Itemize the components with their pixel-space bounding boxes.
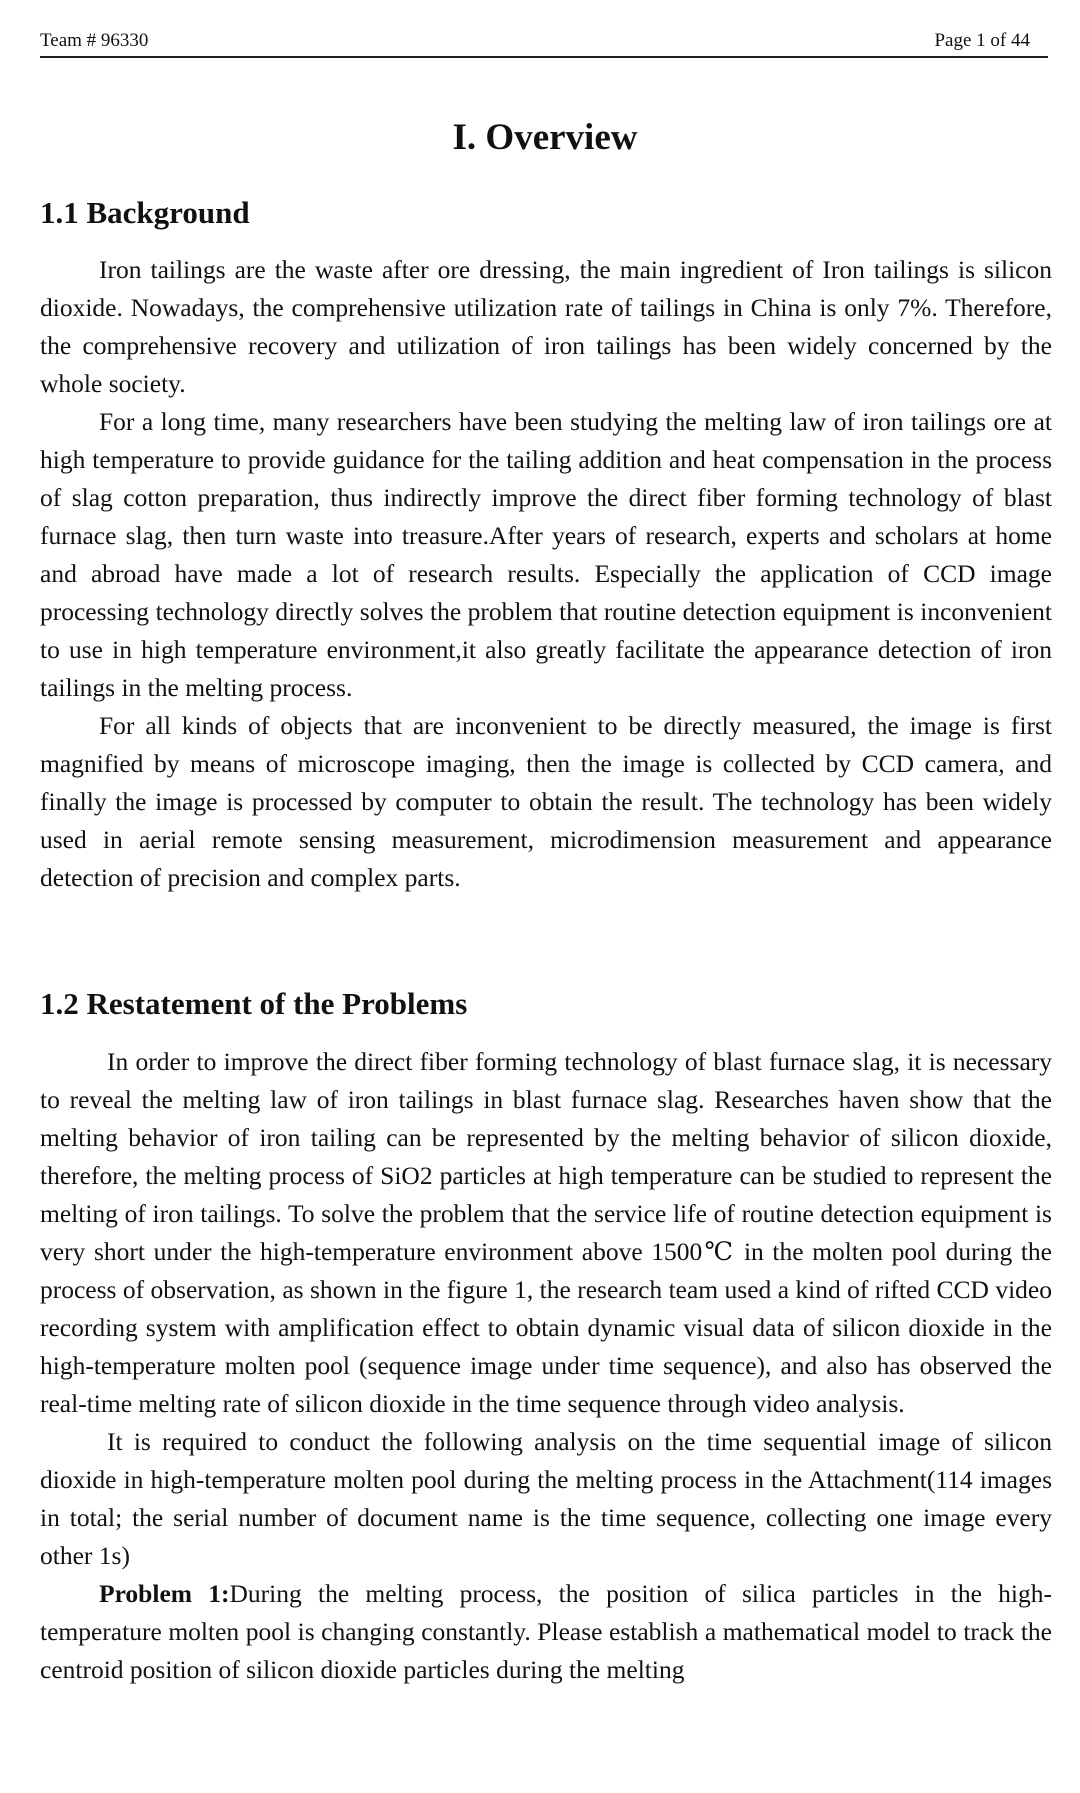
paragraph: In order to improve the direct fiber forming technology of blast furnace slag, it is necessary to reveal the melting law of iron tailings in blast furnace slag. Researches haven show that the melting behavior of iron tailing can be represented by the melting behavior of silicon dioxide, therefore, the melting process of SiO2 particles at high temperature can be studied to represent the melting of iron tailings. To solve the problem that the service life of routine detection equipment is very short under the high-temperature environment above 1500℃ in the molten pool during the process of observation, as shown in the figure 1, the research team used a kind of rifted CCD video recording system with amplification effect to obtain dynamic visual data of silicon dioxide in the high-temperature molten pool (sequence image under time sequence), and also has observed the real-time melting rate of silicon dioxide in the time sequence through video analysis. [40, 1047, 1052, 1418]
section-heading-background: 1.1 Background [40, 195, 250, 230]
background-section [40, 251, 1052, 897]
paragraph: It is required to conduct the following analysis on the time sequential image of silicon dioxide in high-temperature molten pool during the melting process in the Attachment(114 images in total; the serial number of document name is the time sequence, collecting one image every other 1s) [40, 1427, 1052, 1570]
page-header [40, 26, 1048, 58]
page-number: Page 1 of 44 [934, 30, 1030, 51]
paragraph: Iron tailings are the waste after ore dressing, the main ingredient of Iron tailings is silicon dioxide. Nowadays, the comprehensive utilization rate of tailings in China is only 7%. Therefore, the comprehensive recovery and utilization of iron tailings has been widely concerned by the whole society. [40, 255, 1052, 398]
paragraph: For a long time, many researchers have been studying the melting law of iron tailings ore at high temperature to provide guidance for the tailing addition and heat compensation in the process of slag cotton preparation, thus indirectly improve the direct fiber forming technology of blast furnace slag, then turn waste into treasure.After years of research, experts and scholars at home and abroad have made a lot of research results. Especially the application of CCD image processing technology directly solves the problem that routine detection equipment is inconvenient to use in high temperature environment,it also greatly facilitate the appearance detection of iron tailings in the melting process. [40, 407, 1052, 702]
page-title: I. Overview [452, 117, 638, 158]
problem-1-text: During the melting process, the position of silica particles in the high-temperature molten pool is changing constantly. Please establish a mathematical model to track the centroid position of silicon dioxide particles during the melting [40, 1579, 1052, 1684]
paragraph: For all kinds of objects that are inconvenient to be directly measured, the image is first magnified by means of microscope imaging, then the image is collected by CCD camera, and finally the image is processed by computer to obtain the result. The technology has been widely used in aerial remote sensing measurement, microdimension measurement and appearance detection of precision and complex parts. [40, 711, 1052, 892]
problem-1-paragraph [40, 1575, 1052, 1689]
team-number: Team # 96330 [40, 30, 149, 51]
problem-1-label: Problem 1: [99, 1579, 230, 1608]
restatement-section [40, 1043, 1052, 1689]
section-heading-restatement: 1.2 Restatement of the Problems [40, 986, 468, 1021]
